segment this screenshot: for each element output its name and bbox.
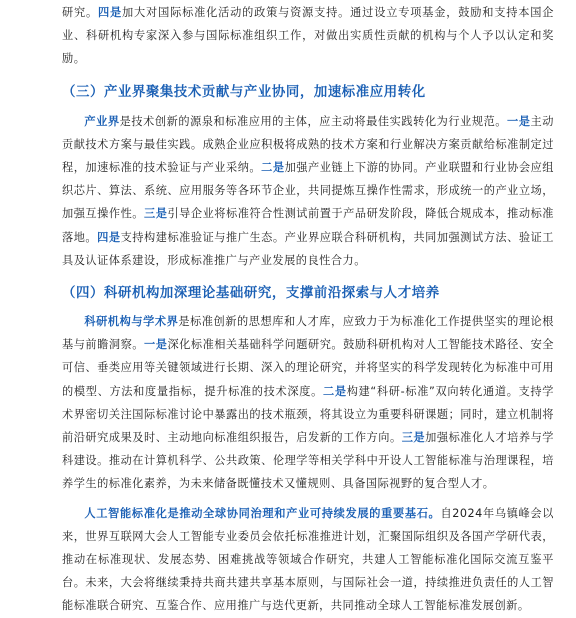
section-3-keyword-1: 一是 [507,114,531,128]
section-4-keyword-1: 一是 [144,338,168,352]
intro-text-1: 研究。 [62,6,99,19]
section-4-text-2: 深化标准相关基础科学问题研究。鼓励科研机构对人工智能技术路径、安全可信、垂类应用等关键领域进行长期、深入的理论研究，并将坚实的科学发现转化为标准中可用的模型、方法和度量指标，提升标准的技术深度。 [62,338,554,398]
section-3-paragraph [62,110,554,272]
section-4-text-1: 是标准创新的思想库和人才库，应致力于为标准化工作提供坚实的理论根基与前瞻洞察。 [62,315,554,352]
intro-text-2: 加大对国际标准化活动的政策与资源支持。通过设立专项基金，鼓励和支持本国企业、科研机构专家深入参与国际标准组织工作，对做出实质性贡献的机构与个人予以认定和奖励。 [62,6,554,66]
closing-paragraph [62,502,554,618]
closing-lead: 人工智能标准化是推动全球协同治理和产业可持续发展的重要基石。 [84,506,441,520]
section-4-heading: （四）科研机构加深理论基础研究，支撑前沿探索与人才培养 [62,286,440,302]
section-3-text-1: 是技术创新的源泉和标准应用的主体，应主动将最佳实践转化为行业规范。 [119,114,508,128]
section-3-keyword-4: 四是 [97,230,121,244]
section-4-keyword-2: 二是 [322,384,347,398]
intro-keyword-4: 四是 [98,6,123,19]
closing-text-1: 自2024年乌镇峰会以来，世界互联网大会人工智能专业委员会依托标准推进计划，汇聚国际组织及各国产学研代表，推动在标准现状、发展态势、困难挑战等领域合作研究，共建人工智能标准化国际交流互鉴平台。未来，大会将继续秉持共商共建共享基本原则，与国际社会一道，持续推进负责任的人工智能标准联合研究、互鉴合作、应用推广与迭代更新，共同推动全球人工智能标准发展创新。 [62,506,554,613]
section-3-heading: （三）产业界聚集技术贡献与产业协同，加速标准应用转化 [62,84,426,100]
section-3-text-4: 引导企业将标准符合性测试前置于产品研发阶段，降低合规成本，推动标准落地。 [62,207,554,244]
section-3-keyword-2: 二是 [261,161,285,175]
section-3-text-5: 支持构建标准验证与推广生态。产业界应联合科研机构，共同加强测试方法、验证工具及认证体系建设，形成标准推广与产业发展的良性合力。 [62,230,554,267]
section-4-text-3: 构建“科研-标准”双向转化通道。支持学术界密切关注国际标准讨论中暴露出的技术瓶颈，将其设立为重要科研课题；同时，建立机制将前沿研究成果及时、主动地向标准组织报告，启发新的工作方向。 [62,384,554,445]
section-3-text-2: 主动贡献技术方案与最佳实践。成熟企业应积极将成熟的技术方案和行业解决方案贡献给标准制定过程，加速标准的技术验证与产业采纳。 [62,114,554,175]
section-3-lead: 产业界 [84,114,120,128]
section-3-keyword-3: 三是 [144,207,168,221]
section-3-text-3: 加强产业链上下游的协同。产业联盟和行业协会应组织芯片、算法、系统、应用服务等各环节企业，共同提炼互操作性需求，形成统一的产业立场，加强互操作性。 [62,161,554,221]
section-4-text-4: 加强标准化人才培养与学科建设。推动在计算机科学、公共政策、伦理学等相关学科中开设人工智能标准与治理课程，培养学生的标准化素养，为未来储备既懂技术又懂规则、具备国际视野的复合型人才。 [62,431,554,491]
section-4-keyword-3: 三是 [401,431,426,445]
section-4-lead: 科研机构与学术界 [84,315,179,329]
document-page [0,1,576,613]
intro-tail-paragraph [62,1,554,71]
section-4-paragraph [62,310,554,496]
